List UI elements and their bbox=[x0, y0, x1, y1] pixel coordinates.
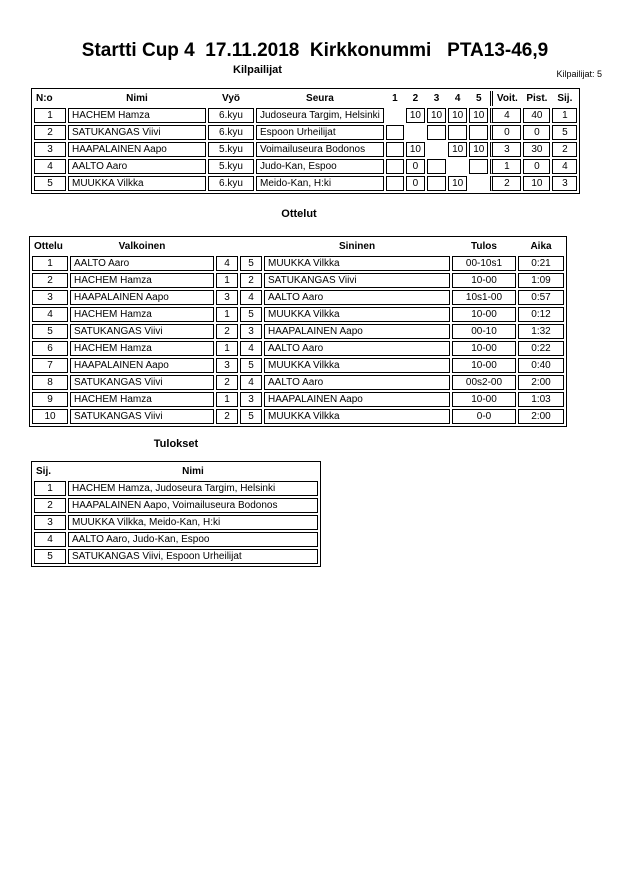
competitors-table bbox=[31, 88, 580, 194]
cell-blue-name: MUUKKA Vilkka bbox=[264, 409, 450, 424]
score-cell bbox=[448, 125, 467, 140]
match-row bbox=[32, 341, 564, 356]
header-vyo: Vyö bbox=[222, 93, 240, 104]
cell-blue-no: 4 bbox=[240, 341, 262, 356]
score-cell bbox=[469, 159, 488, 174]
cell-white-no: 1 bbox=[216, 392, 238, 407]
cell-blue-no: 5 bbox=[240, 358, 262, 373]
cell-nimi: AALTO Aaro, Judo-Kan, Espoo bbox=[68, 532, 318, 547]
cell-aika: 0:57 bbox=[518, 290, 564, 305]
cell-white-name: HACHEM Hamza bbox=[70, 341, 214, 356]
cell-no: 2 bbox=[34, 125, 66, 140]
cell-sij: 2 bbox=[34, 498, 66, 513]
standing-row bbox=[34, 532, 318, 547]
score-cell: 10 bbox=[448, 108, 467, 123]
matches-table bbox=[29, 236, 567, 427]
cell-white-no: 1 bbox=[216, 307, 238, 322]
score-cell: 10 bbox=[427, 108, 446, 123]
header-result-4: 4 bbox=[454, 93, 461, 104]
standing-row bbox=[34, 481, 318, 496]
cell-white-name: SATUKANGAS Viivi bbox=[70, 409, 214, 424]
header-tulos: Tulos bbox=[471, 241, 497, 252]
score-cell: 0 bbox=[406, 176, 425, 191]
cell-blue-name: MUUKKA Vilkka bbox=[264, 256, 450, 271]
cell-match-no: 6 bbox=[32, 341, 68, 356]
score-cell bbox=[386, 159, 404, 174]
section-title-ottelut: Ottelut bbox=[281, 208, 317, 220]
score-cell bbox=[427, 176, 446, 191]
cell-match-no: 4 bbox=[32, 307, 68, 322]
cell-no: 1 bbox=[34, 108, 66, 123]
match-row bbox=[32, 290, 564, 305]
cell-white-name: HAAPALAINEN Aapo bbox=[70, 358, 214, 373]
cell-white-name: SATUKANGAS Viivi bbox=[70, 324, 214, 339]
cell-white-name: HACHEM Hamza bbox=[70, 273, 214, 288]
score-cell: 10 bbox=[406, 142, 425, 157]
competitors-header-row bbox=[34, 91, 577, 106]
competitor-row bbox=[34, 125, 577, 140]
cell-white-no: 1 bbox=[216, 341, 238, 356]
cell-white-no: 1 bbox=[216, 273, 238, 288]
cell-aika: 1:03 bbox=[518, 392, 564, 407]
match-row bbox=[32, 324, 564, 339]
cell-vyo: 5.kyu bbox=[208, 142, 254, 157]
header-result-5: 5 bbox=[476, 93, 482, 104]
cell-nimi: AALTO Aaro bbox=[68, 159, 206, 174]
cell-nimi: MUUKKA Vilkka bbox=[68, 176, 206, 191]
cell-tulos: 10-00 bbox=[452, 358, 516, 373]
cell-sij: 1 bbox=[552, 108, 577, 123]
cell-aika: 1:09 bbox=[518, 273, 564, 288]
score-cell bbox=[427, 159, 446, 174]
score-cell: 10 bbox=[469, 108, 488, 123]
cell-pist: 40 bbox=[523, 108, 550, 123]
header-result-3: 3 bbox=[433, 93, 440, 104]
cell-voit: 2 bbox=[490, 176, 521, 191]
header-nimi: Nimi bbox=[182, 466, 204, 477]
competitor-row bbox=[34, 142, 577, 157]
cell-white-no: 2 bbox=[216, 324, 238, 339]
header-voit: Voit. bbox=[490, 91, 521, 106]
cell-blue-no: 4 bbox=[240, 290, 262, 305]
section-title-tulokset: Tulokset bbox=[153, 438, 199, 450]
cell-pist: 0 bbox=[523, 159, 550, 174]
cell-no: 3 bbox=[34, 142, 66, 157]
cell-seura: Judo-Kan, Espoo bbox=[256, 159, 384, 174]
cell-aika: 0:12 bbox=[518, 307, 564, 322]
cell-blue-name: SATUKANGAS Viivi bbox=[264, 273, 450, 288]
match-row bbox=[32, 375, 564, 390]
cell-blue-name: AALTO Aaro bbox=[264, 341, 450, 356]
header-no: N:o bbox=[36, 93, 53, 104]
cell-nimi: HACHEM Hamza, Judoseura Targim, Helsinki bbox=[68, 481, 318, 496]
header-sij: Sij. bbox=[557, 93, 573, 104]
cell-blue-name: MUUKKA Vilkka bbox=[264, 358, 450, 373]
cell-white-name: AALTO Aaro bbox=[70, 256, 214, 271]
score-cell: 10 bbox=[406, 108, 425, 123]
standing-row bbox=[34, 498, 318, 513]
header-white-no bbox=[216, 239, 238, 254]
cell-tulos: 10-00 bbox=[452, 273, 516, 288]
match-row bbox=[32, 307, 564, 322]
cell-match-no: 2 bbox=[32, 273, 68, 288]
score-cell: 10 bbox=[448, 176, 467, 191]
cell-white-no: 2 bbox=[216, 375, 238, 390]
matches-header-row bbox=[32, 239, 564, 254]
cell-blue-no: 5 bbox=[240, 307, 262, 322]
cell-aika: 2:00 bbox=[518, 409, 564, 424]
cell-nimi: MUUKKA Vilkka, Meido-Kan, H:ki bbox=[68, 515, 318, 530]
standings-header-row bbox=[34, 464, 318, 479]
score-cell bbox=[427, 125, 446, 140]
match-row bbox=[32, 409, 564, 424]
cell-seura: Espoon Urheilijat bbox=[256, 125, 384, 140]
cell-sij: 2 bbox=[552, 142, 577, 157]
cell-match-no: 3 bbox=[32, 290, 68, 305]
cell-aika: 0:22 bbox=[518, 341, 564, 356]
cell-white-name: HACHEM Hamza bbox=[70, 307, 214, 322]
cell-tulos: 10s1-00 bbox=[452, 290, 516, 305]
cell-blue-no: 4 bbox=[240, 375, 262, 390]
cell-vyo: 6.kyu bbox=[208, 125, 254, 140]
cell-nimi: HAAPALAINEN Aapo, Voimailuseura Bodonos bbox=[68, 498, 318, 513]
header-blue-no bbox=[240, 239, 262, 254]
standing-row bbox=[34, 515, 318, 530]
cell-sij: 1 bbox=[34, 481, 66, 496]
cell-aika: 2:00 bbox=[518, 375, 564, 390]
header-sininen: Sininen bbox=[338, 241, 376, 252]
cell-match-no: 10 bbox=[32, 409, 68, 424]
cell-seura: Meido-Kan, H:ki bbox=[256, 176, 384, 191]
cell-sij: 4 bbox=[34, 532, 66, 547]
score-cell bbox=[386, 142, 404, 157]
header-valkoinen: Valkoinen bbox=[118, 241, 166, 252]
cell-white-no: 4 bbox=[216, 256, 238, 271]
cell-nimi: SATUKANGAS Viivi, Espoon Urheilijat bbox=[68, 549, 318, 564]
header-ottelu: Ottelu bbox=[34, 241, 63, 252]
cell-white-no: 3 bbox=[216, 358, 238, 373]
standings-table bbox=[31, 461, 321, 567]
section-title-kilpailijat: Kilpailijat bbox=[233, 64, 282, 76]
cell-nimi: SATUKANGAS Viivi bbox=[68, 125, 206, 140]
cell-tulos: 00-10s1 bbox=[452, 256, 516, 271]
self-cell bbox=[448, 159, 467, 174]
cell-tulos: 10-00 bbox=[452, 341, 516, 356]
cell-match-no: 9 bbox=[32, 392, 68, 407]
cell-vyo: 6.kyu bbox=[208, 108, 254, 123]
cell-match-no: 5 bbox=[32, 324, 68, 339]
self-cell bbox=[469, 176, 488, 191]
cell-voit: 0 bbox=[490, 125, 521, 140]
score-cell: 10 bbox=[469, 142, 488, 157]
cell-blue-name: MUUKKA Vilkka bbox=[264, 307, 450, 322]
cell-aika: 1:32 bbox=[518, 324, 564, 339]
cell-blue-no: 5 bbox=[240, 409, 262, 424]
cell-sij: 5 bbox=[552, 125, 577, 140]
cell-white-name: HACHEM Hamza bbox=[70, 392, 214, 407]
cell-tulos: 10-00 bbox=[452, 307, 516, 322]
cell-blue-name: AALTO Aaro bbox=[264, 290, 450, 305]
self-cell bbox=[386, 108, 404, 123]
cell-sij: 3 bbox=[34, 515, 66, 530]
cell-nimi: HAAPALAINEN Aapo bbox=[68, 142, 206, 157]
cell-tulos: 00s2-00 bbox=[452, 375, 516, 390]
cell-blue-no: 2 bbox=[240, 273, 262, 288]
cell-match-no: 8 bbox=[32, 375, 68, 390]
cell-voit: 3 bbox=[490, 142, 521, 157]
cell-aika: 0:21 bbox=[518, 256, 564, 271]
match-row bbox=[32, 392, 564, 407]
cell-tulos: 0-0 bbox=[452, 409, 516, 424]
cell-blue-no: 5 bbox=[240, 256, 262, 271]
competitor-row bbox=[34, 108, 577, 123]
cell-tulos: 00-10 bbox=[452, 324, 516, 339]
cell-white-name: HAAPALAINEN Aapo bbox=[70, 290, 214, 305]
cell-no: 5 bbox=[34, 176, 66, 191]
cell-match-no: 7 bbox=[32, 358, 68, 373]
header-sij: Sij. bbox=[36, 466, 52, 477]
cell-voit: 1 bbox=[490, 159, 521, 174]
cell-white-no: 2 bbox=[216, 409, 238, 424]
match-row bbox=[32, 256, 564, 271]
competitor-row bbox=[34, 159, 577, 174]
cell-blue-no: 3 bbox=[240, 392, 262, 407]
score-cell bbox=[386, 176, 404, 191]
score-cell: 10 bbox=[448, 142, 467, 157]
header-seura: Seura bbox=[306, 93, 334, 104]
cell-seura: Voimailuseura Bodonos bbox=[256, 142, 384, 157]
match-row bbox=[32, 358, 564, 373]
standing-row bbox=[34, 549, 318, 564]
cell-sij: 3 bbox=[552, 176, 577, 191]
cell-pist: 30 bbox=[523, 142, 550, 157]
self-cell bbox=[406, 125, 425, 140]
cell-aika: 0:40 bbox=[518, 358, 564, 373]
competitor-row bbox=[34, 176, 577, 191]
cell-vyo: 6.kyu bbox=[208, 176, 254, 191]
header-result-2: 2 bbox=[412, 93, 419, 104]
cell-nimi: HACHEM Hamza bbox=[68, 108, 206, 123]
cell-vyo: 5.kyu bbox=[208, 159, 254, 174]
match-row bbox=[32, 273, 564, 288]
page-title: Startti Cup 4 17.11.2018 Kirkkonummi PTA13-46,9 bbox=[81, 40, 549, 61]
cell-blue-name: HAAPALAINEN Aapo bbox=[264, 392, 450, 407]
cell-pist: 0 bbox=[523, 125, 550, 140]
self-cell bbox=[427, 142, 446, 157]
cell-tulos: 10-00 bbox=[452, 392, 516, 407]
score-cell: 0 bbox=[406, 159, 425, 174]
cell-voit: 4 bbox=[490, 108, 521, 123]
cell-blue-name: HAAPALAINEN Aapo bbox=[264, 324, 450, 339]
cell-no: 4 bbox=[34, 159, 66, 174]
cell-white-no: 3 bbox=[216, 290, 238, 305]
cell-pist: 10 bbox=[523, 176, 550, 191]
cell-blue-no: 3 bbox=[240, 324, 262, 339]
cell-seura: Judoseura Targim, Helsinki bbox=[256, 108, 384, 123]
score-cell bbox=[386, 125, 404, 140]
header-result-1: 1 bbox=[392, 93, 398, 104]
cell-sij: 4 bbox=[552, 159, 577, 174]
header-nimi: Nimi bbox=[126, 93, 148, 104]
header-aika: Aika bbox=[530, 241, 552, 252]
competitor-count: Kilpailijat: 5 bbox=[556, 69, 602, 79]
cell-match-no: 1 bbox=[32, 256, 68, 271]
cell-sij: 5 bbox=[34, 549, 66, 564]
cell-blue-name: AALTO Aaro bbox=[264, 375, 450, 390]
score-cell bbox=[469, 125, 488, 140]
cell-white-name: SATUKANGAS Viivi bbox=[70, 375, 214, 390]
header-pist: Pist. bbox=[526, 93, 548, 104]
